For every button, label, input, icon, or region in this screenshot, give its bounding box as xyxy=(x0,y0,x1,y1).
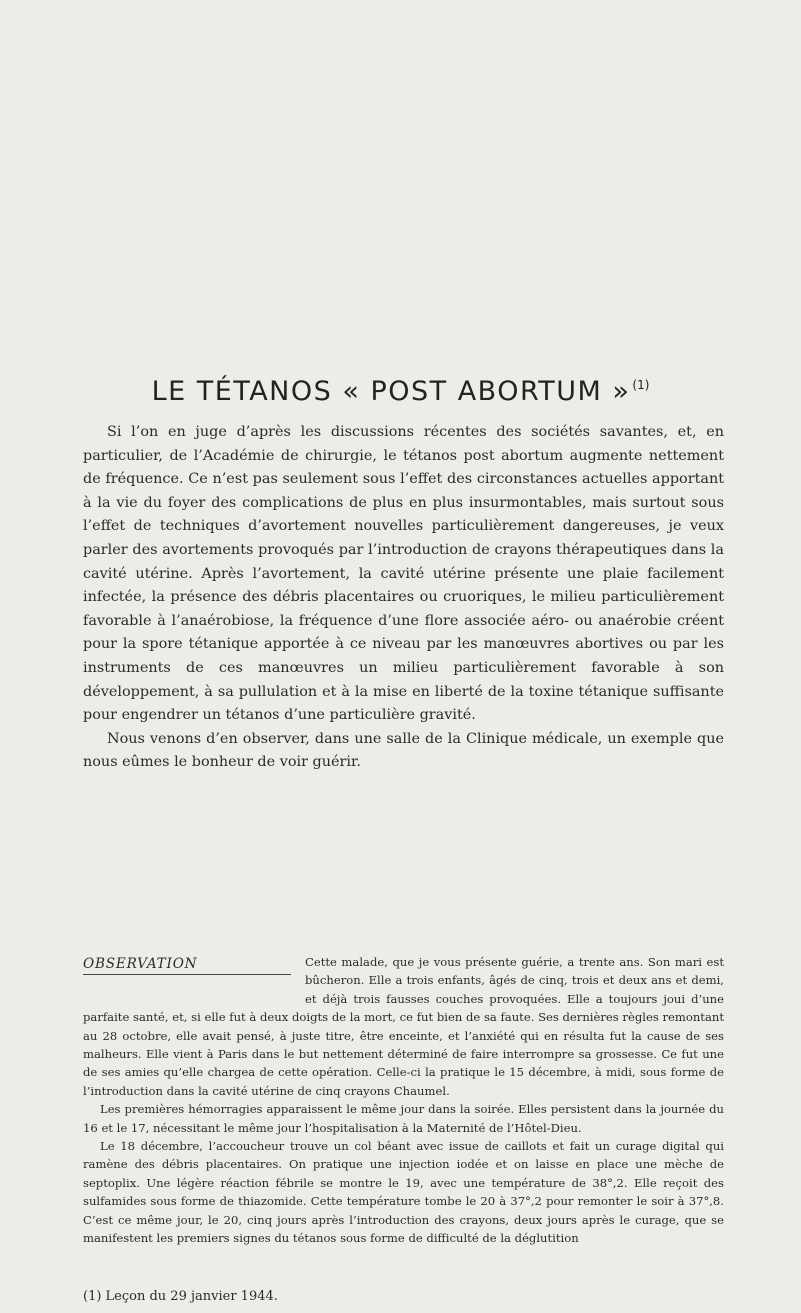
observation-paragraph: Les premières hémorragies apparaissent le même jour dans la soirée. Elles persistent dans la journée du 16 et le 17, nécessitant le même jour l’hospitalisation à la Maternité de l’Hôtel-Dieu. xyxy=(83,1102,724,1135)
observation-paragraph: Le 18 décembre, l’accoucheur trouve un col béant avec issue de caillots et fait un curage digital qui ramène des débris placentaires. On pratique une injection iodée et on laisse en place une mèche de septoplix. Une légère réaction fébrile se montre le 19, avec une température de 38°,2. Elle reçoit des sulfamides sous forme de thiazomide. Cette température tombe le 20 à 37°,2 pour remonter le soir à 37°,8. C’est ce même jour, le 20, cinq jours après l’introduction des crayons, deux jours après le curage, que se manifestent les premiers signes du tétanos sous forme de difficulté de la déglutition xyxy=(83,1139,724,1246)
page-title xyxy=(0,376,801,407)
observation-text xyxy=(83,953,724,1248)
observation-paragraph: Cette malade, que je vous présente guérie, a trente ans. Son mari est bûcheron. Elle a trois enfants, âgés de cinq, trois et deux ans et demi, et déjà trois fausses couches provoquées. Elle a toujours joui d’une parfaite santé, et, si elle fut à deux doigts de la mort, ce fut bien de sa faute. Ses dernières règles remontant au 28 octobre, elle avait pensé, à juste titre, être enceinte, et l’anxiété qui en résulta fut la cause de ses malheurs. Elle vient à Paris dans le but nettement déterminé de faire interrompre sa grossesse. Ce fut une de ses amies qu’elle chargea de cette opération. Celle-ci la pratique le 15 décembre, à midi, sous forme de l’introduction dans la cavité utérine de cinq crayons Chaumel. xyxy=(83,955,724,1098)
observation-heading: OBSERVATION xyxy=(83,956,291,975)
footnote: (1) Leçon du 29 janvier 1944. xyxy=(83,1289,278,1304)
intro-paragraph: Si l’on en juge d’après les discussions récentes des sociétés savantes, et, en particulier, de l’Académie de chirurgie, le tétanos post abortum augmente nettement de fréquence. Ce n’est pas seulement sous l’effet des circonstances actuelles apportant à la vie du foyer des complications de plus en plus insurmontables, mais surtout sous l’effet de techniques d’avortement nouvelles particulièrement dangereuses, je veux parler des avortements provoqués par l’introduction de crayons thérapeutiques dans la cavité utérine. Après l’avortement, la cavité utérine présente une plaie facilement infectée, la présence des débris placentaires ou cruoriques, le milieu particulièrement favorable à l’anaérobiose, la fréquence d’une flore associée aéro- ou anaérobie créent pour la spore tétanique apportée à ce niveau par les manœuvres abortives ou par les instruments de ces manœuvres un milieu particulièrement favorable à son développement, à sa pullulation et à la mise en liberté de la toxine tétanique suffisante pour engendrer un tétanos d’une particulière gravité. xyxy=(83,424,724,724)
title-footnote-marker: (1) xyxy=(632,378,650,393)
intro-paragraph: Nous venons d’en observer, dans une salle de la Clinique médicale, un exemple que nous eûmes le bonheur de voir guérir. xyxy=(83,730,724,771)
intro-text xyxy=(83,421,724,775)
title-text: LE TÉTANOS « POST ABORTUM » xyxy=(151,376,631,408)
